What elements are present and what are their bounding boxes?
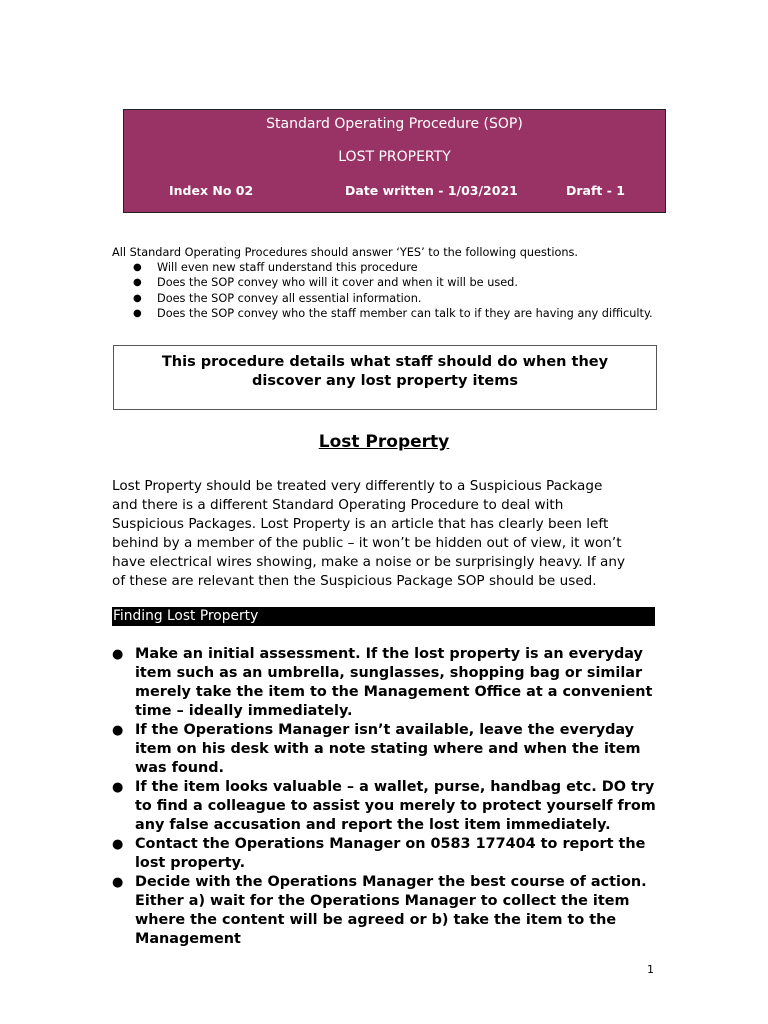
list-item: ● If the Operations Manager isn’t available, leave the everyday item on his desk with a note stating where and when the item was found. [112,722,641,776]
bullet-icon: ● [112,647,124,662]
bullet-icon: ● [133,292,142,304]
bullet-icon: ● [133,277,142,289]
list-item: ● Decide with the Operations Manager the best course of action. Either a) wait for the Operations Manager to collect the item where the content will be agreed or b) take the item to the Management [112,874,647,947]
list-item: ● Will even new staff understand this procedure [133,261,418,274]
intro-section [112,245,672,321]
intro-checklist [112,260,672,321]
bullet-icon: ● [133,262,142,273]
page-number: 1 [647,963,654,976]
lost-property-paragraph: Lost Property should be treated very differently to a Suspicious Package and there is a different Standard Operating Procedure to deal with Suspicious Packages. Lost Property is an article that has clearly been left behind by a member of the public – it won’t be hidden out of view, it won’t have electrical wires showing, make a noise or be surprisingly heavy. If any of these are relevant then the Suspicious Package SOP should be used. [112,478,626,589]
list-item: ● Make an initial assessment. If the lost property is an everyday item such as an umbrella, sunglasses, shopping bag or similar merely take the item to the Management Office at a convenient time – ideally immediately. [112,646,653,719]
index-number: Index No 02 [169,183,254,198]
sop-title: Standard Operating Procedure (SOP) [266,116,523,132]
section-title: Lost Property [318,432,450,452]
bullet-icon: ● [133,307,142,319]
list-item: ● Contact the Operations Manager on 0583 177404 to report the lost property. [112,836,646,871]
list-item: ● Does the SOP convey who the staff member can talk to if they are having any difficulty. [133,306,653,320]
list-item: ● Does the SOP convey who will it cover and when it will be used. [133,276,518,290]
sop-header-box [123,109,666,213]
sop-subtitle: LOST PROPERTY [338,149,451,165]
draft-number: Draft - 1 [566,183,625,198]
finding-lost-property-heading: Finding Lost Property [112,607,655,626]
bullet-icon: ● [112,837,124,852]
bullet-icon: ● [112,875,124,890]
list-item: ● Does the SOP convey all essential information. [133,291,422,305]
procedure-summary-box: This procedure details what staff should do when they discover any lost property items [113,345,657,410]
bullet-icon: ● [112,780,124,795]
intro-text: All Standard Operating Procedures should answer ‘YES’ to the following questions. [112,246,579,259]
list-item: ● If the item looks valuable – a wallet, purse, handbag etc. DO try to find a colleague to assist you merely to protect yourself from any false accusation and report the lost item immediately. [112,779,656,833]
date-written: Date written - 1/03/2021 [345,183,518,198]
finding-steps-list [112,645,657,949]
bullet-icon: ● [112,723,124,738]
